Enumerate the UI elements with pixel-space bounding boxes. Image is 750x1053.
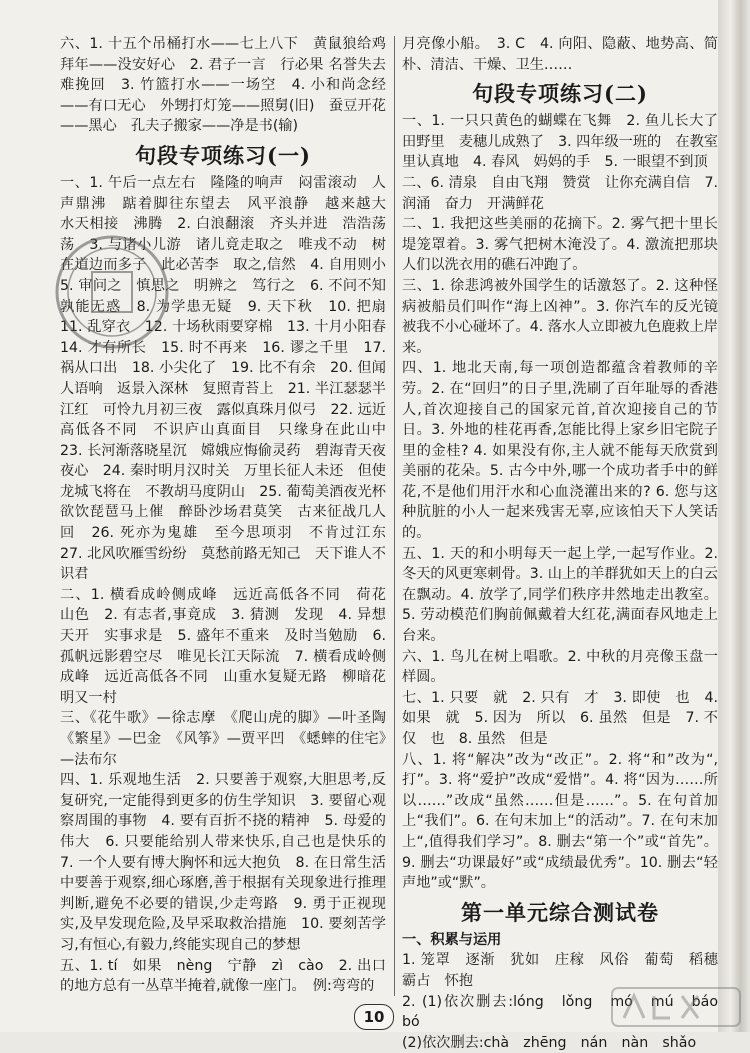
section-title: 句段专项练习(二) bbox=[472, 81, 648, 107]
page-number: 10 bbox=[354, 1004, 394, 1030]
answer-paragraph: 2. (1)依次删去:lóng lǒng mó mú báo bó bbox=[402, 993, 718, 1031]
answer-paragraph: 二、1. 横看成岭侧成峰 远近高低各不同 荷花 山色 2. 有志者,事竟成 3. 猜测 发现 4. 异想天开 实事求是 5. 盛年不重来 及时当勉励 6. 孤帆远影碧空尽 唯见长江天际流 7. 横看成岭侧成峰 远近高低各不同 山重水复疑无路 柳暗花明又一村 bbox=[60, 586, 386, 706]
answer-paragraph: 四、1. 乐观地生活 2. 只要善于观察,大胆思考,反复研究,一定能得到更多的仿生学知识 3. 要留心观察周围的事物 4. 要有百折不挠的精神 5. 母爱的伟大 6. 只要能给别人带来快乐,自己也是快乐的 7. 一个人要有博大胸怀和远大抱负 8. 在日常生活中要善于观察,细心琢磨,善于根据有关现象进行推理判断,避免不必要的错误,少走弯路 9. 勇于正视现实,及早发现危险,及早采取救治措施 10. 要刻苦学习,有恒心,有毅力,终能实现自己的梦想 bbox=[60, 772, 386, 953]
column-divider bbox=[394, 36, 395, 996]
book-spine-edge bbox=[718, 0, 750, 1032]
answer-paragraph: 五、1. tí 如果 nèng 宁静 zì cào 2. 出口的地方总有一丛草半掩着,就像一座门。 例:弯弯的 bbox=[60, 957, 386, 995]
answer-paragraph: 六、1. 十五个吊桶打水——七上八下 黄鼠狼给鸡拜年——没安好心 2. 君子一言 行必果 名誉失去难挽回 3. 竹篮打水——一场空 4. 小和尚念经——有口无心 外甥打灯笼——照舅(旧) 蚕豆开花——黑心 孔夫子搬家——净是书(输) bbox=[60, 36, 386, 135]
answer-paragraph: 五、1. 天的和小明每天一起上学,一起写作业。2. 冬天的风更寒刺骨。3. 山上的羊群犹如天上的白云在飘动。4. 放学了,同学们秩序井然地走出教室。5. 劳动模范们胸前佩戴着大红花,满面春风地走上台来。 bbox=[402, 545, 718, 645]
answer-paragraph: 一、1. 午后一点左右 隆隆的响声 闷雷滚动 人声鼎沸 踮着脚往东望去 风平浪静 越来越大 水天相接 沸腾 2. 白浪翻滚 齐头并进 浩浩荡荡 3. 与诸小儿游 诸儿竟走取之 唯戎不动 树在道边而多子 此必苦李 取之,信然 4. 自用则小 5. 审问之 慎思之 明辨之 笃行之 6. 不问不知 孰能无惑 8. 为学患无疑 9. 天下秋 10. 把扇 11. 乱穿衣 12. 十场秋雨要穿棉 13. 十月小阳春 14. 才有所长 15. 时不再来 16. 谬之千里 17. 祸从口出 18. 小尖化了 19. 比不有余 20. 但闻人语响 返景入深林 复照青苔上 21. 半江瑟瑟半江红 可怜九月初三夜 露似真珠月似弓 22. 远近高低各不同 不识庐山真面目 只缘身在此山中 23. 长河渐落晓星沉 嫦娥应悔偷灵药 碧海青天夜夜心 24. 秦时明月汉时关 万里长征人未还 但使龙城飞将在 不教胡马度阴山 25. 葡萄美酒夜光杯 欲饮琵琶马上催 醉卧沙场君莫笑 古来征战几人回 26. 死亦为鬼雄 至今思项羽 不肯过江东 27. 北风吹雁雪纷纷 莫愁前路无知己 天下谁人不识君 bbox=[60, 174, 386, 583]
answer-paragraph: 1. 笼罩 逐渐 犹如 庄稼 风俗 葡萄 稻穗 霸占 怀抱 bbox=[402, 952, 718, 989]
answer-paragraph: 八、1. 将“解决”改为“改正”。2. 将“和”改为“,打”。3. 将“爱护”改成“爱惜”。4. 将“因为……所以……”改成“虽然……但是……”。5. 在句首加上“我们”。6. 在句末加上“的活动”。7. 在句末加上“,值得我们学习”。8. 删去“第一个”或“首先”。9. 删去“功课最好”或“成绩最优秀”。10. 删去“轻声地”或“默”。 bbox=[402, 751, 718, 892]
left-column bbox=[60, 34, 386, 997]
answer-paragraph: 三、1. 徐悲鸿被外国学生的话激怒了。2. 这种怪病被船员们叫作“海上凶神”。3. 你汽车的反光镜被我不小心碰坏了。4. 落水人立即被九色鹿救上岸来。 bbox=[402, 277, 718, 356]
subsection-heading: 一、积累与运用 bbox=[402, 931, 502, 948]
answer-paragraph: 二、6. 清泉 自由飞翔 赞赏 让你充满自信 7. 润涌 奋力 开满鲜花 bbox=[402, 174, 718, 212]
answer-paragraph: (2)依次删去:chà zhēng nán nàn shǎo bbox=[402, 1034, 697, 1051]
answer-paragraph: 六、1. 鸟儿在树上唱歌。2. 中秋的月亮像玉盘一样圆。 bbox=[402, 648, 718, 686]
section-title: 第一单元综合测试卷 bbox=[461, 899, 659, 925]
answer-paragraph: 一、1. 一只只黄色的蝴蝶在飞舞 2. 鱼儿长大了 田野里 麦穗儿成熟了 3. 四年级一班的 在教室里认真地 4. 春风 妈妈的手 5. 一眼望不到顶 bbox=[402, 113, 718, 171]
answer-paragraph: 四、1. 地北天南,每一项创造都蕴含着教师的辛劳。2. 在“回归”的日子里,洗刷了百年耻辱的香港人,首次迎接自己的国家元首,首次迎接自己的节日。3. 外地的桂花再香,怎能比得上家乡旧宅院子里的金桂? 4. 如果没有你,主人就不能每天欣赏到美丽的花朵。5. 古今中外,哪一个成功者手中的鲜花,不是他们用汗水和心血浇灌出来的? 6. 您与这种肮脏的小人一起来残害无辜,应该怕天下人笑话的。 bbox=[402, 360, 718, 542]
answer-paragraph: 三、《花牛歌》—徐志摩 《爬山虎的脚》—叶圣陶 《繁星》—巴金 《风筝》—贾平凹 《蟋蟀的住宅》—法布尔 bbox=[60, 710, 386, 768]
right-column bbox=[402, 34, 718, 1053]
answer-paragraph: 二、1. 我把这些美丽的花摘下。2. 雾气把十里长堤笼罩着。3. 雾气把树木淹没了。4. 激流把那块人们以洗衣用的礁石冲跑了。 bbox=[402, 216, 718, 274]
answer-paragraph: 七、1. 只要 就 2. 只有 才 3. 即使 也 4. 如果 就 5. 因为 所以 6. 虽然 但是 7. 不仅 也 8. 虽然 但是 bbox=[402, 689, 718, 747]
answer-paragraph: 月亮像小船。 3. C 4. 向阳、隐蔽、地势高、简朴、清洁、干燥、卫生…… bbox=[402, 36, 718, 73]
section-title: 句段专项练习(一) bbox=[135, 142, 311, 168]
